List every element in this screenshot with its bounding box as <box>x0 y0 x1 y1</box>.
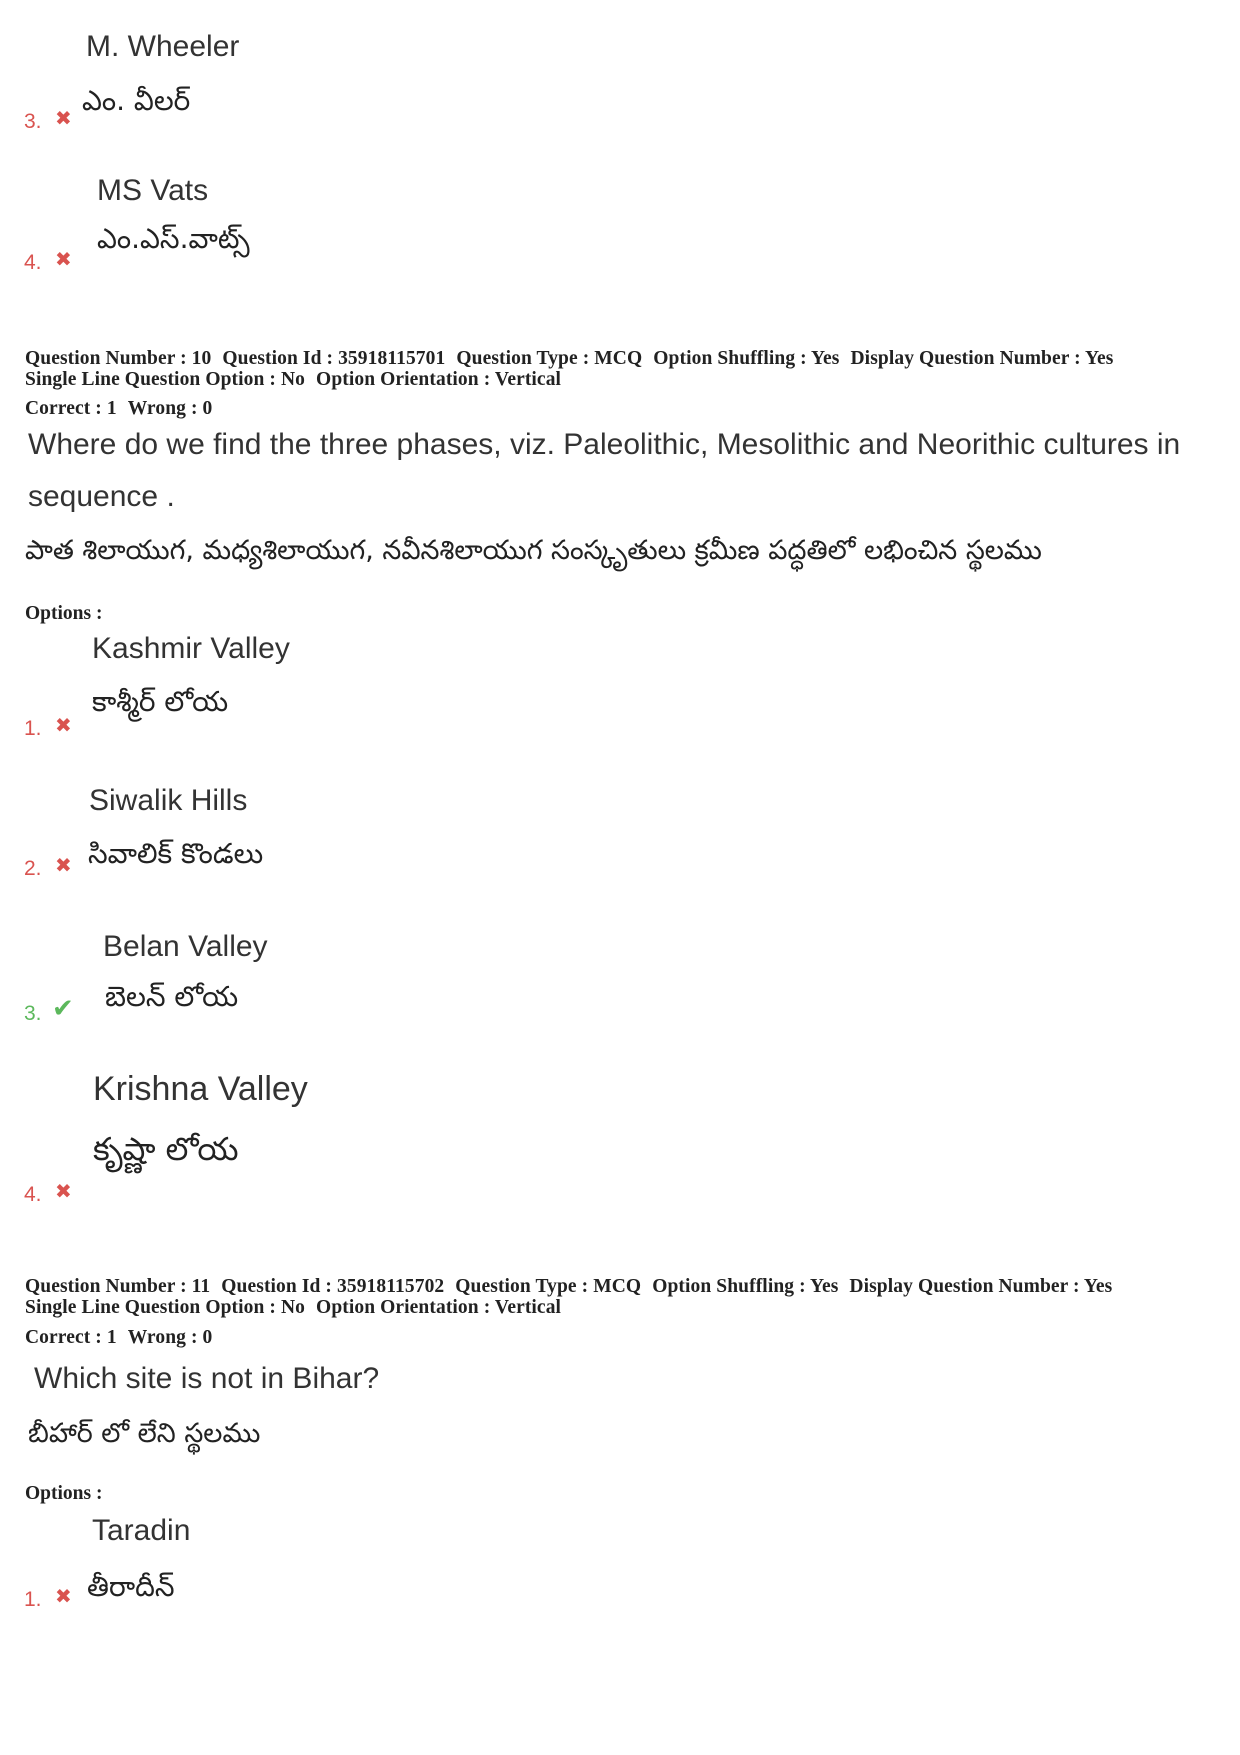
q10-options-label: Options : <box>25 603 103 624</box>
prev-option-4-number: 4. <box>24 251 42 274</box>
prev-option-3-number: 3. <box>24 110 42 133</box>
q10-option-4-english: Krishna Valley <box>93 1070 308 1108</box>
q11-meta-line-1: Question Number : 11 Question Id : 35918115702 Question Type : MCQ Option Shuffling : Yes Display Question Number : Yes <box>25 1276 1113 1297</box>
q10-question-telugu: పాత శిలాయుగ, మధ్యశిలాయుగ, నవీనశిలాయుగ సంస్కృతులు క్రమీణ పద్ధతిలో లభించిన స్థలము <box>25 535 1042 566</box>
wrong-cross-icon: ✖ <box>55 247 72 271</box>
q11-meta-line-3: Correct : 1 Wrong : 0 <box>25 1327 213 1348</box>
q11-meta-line-2: Single Line Question Option : No Option Orientation : Vertical <box>25 1297 562 1318</box>
check-icon: ✔ <box>52 994 74 1024</box>
q11-option-1-number: 1. <box>24 1588 42 1611</box>
wrong-cross-icon: ✖ <box>55 713 72 737</box>
prev-option-3-telugu: ఎం. వీలర్ <box>82 84 191 117</box>
q10-option-2-number: 2. <box>24 857 42 880</box>
q10-option-1-english: Kashmir Valley <box>92 632 290 665</box>
q10-option-2-telugu: సివాలిక్ కొండలు <box>88 837 264 870</box>
wrong-cross-icon: ✖ <box>55 1179 72 1203</box>
prev-option-3-english: M. Wheeler <box>86 30 240 63</box>
q10-question-english-line-1: Where do we find the three phases, viz. Paleolithic, Mesolithic and Neorithic cultures in <box>28 428 1181 461</box>
q10-meta-line-1: Question Number : 10 Question Id : 35918115701 Question Type : MCQ Option Shuffling : Yes Display Question Number : Yes <box>25 348 1114 369</box>
prev-option-4-english: MS Vats <box>97 174 209 207</box>
q11-question-english: Which site is not in Bihar? <box>34 1362 380 1395</box>
wrong-cross-icon: ✖ <box>55 853 72 877</box>
q10-option-3-number: 3. <box>24 1002 42 1025</box>
q10-option-3-telugu: బెలన్ లోయ <box>105 980 239 1013</box>
q10-option-1-number: 1. <box>24 717 42 740</box>
q11-option-1-english: Taradin <box>92 1514 191 1547</box>
q10-meta-line-2: Single Line Question Option : No Option Orientation : Vertical <box>25 369 562 390</box>
q10-option-4-telugu: కృష్ణా లోయ <box>93 1130 239 1168</box>
q10-option-3-english: Belan Valley <box>103 930 268 963</box>
q10-question-english-line-2: sequence . <box>28 480 175 513</box>
prev-option-4-telugu: ఎం.ఎస్.వాట్స్ <box>97 222 250 255</box>
q10-option-2-english: Siwalik Hills <box>89 784 248 817</box>
q11-option-1-telugu: తీరాదీన్ <box>87 1570 175 1603</box>
q11-question-telugu: బీహార్ లో లేని స్థలము <box>28 1418 261 1449</box>
wrong-cross-icon: ✖ <box>55 106 72 130</box>
q10-option-1-telugu: కాశ్మీర్ లోయ <box>92 685 229 718</box>
wrong-cross-icon: ✖ <box>55 1584 72 1608</box>
q10-meta-line-3: Correct : 1 Wrong : 0 <box>25 398 213 419</box>
q11-options-label: Options : <box>25 1483 103 1504</box>
q10-option-4-number: 4. <box>24 1183 42 1206</box>
